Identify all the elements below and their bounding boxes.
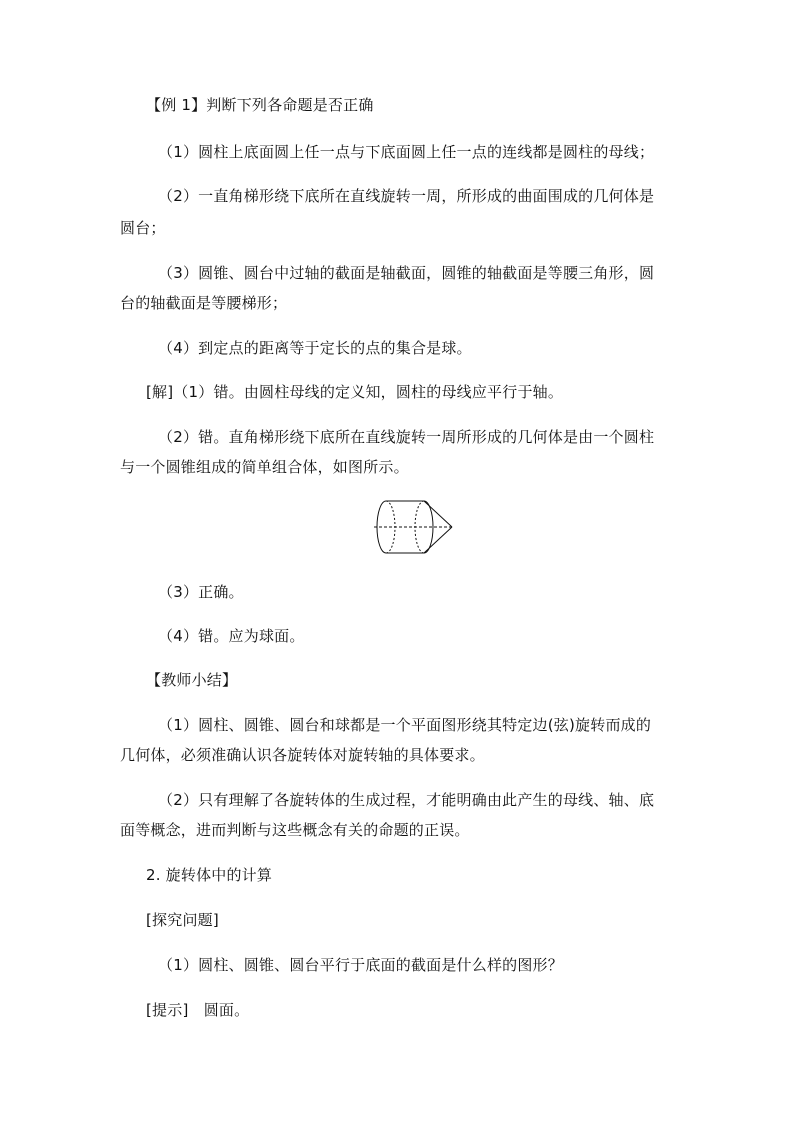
proposition-2-line-1: （2）一直角梯形绕下底所在直线旋转一周，所形成的曲面围成的几何体是 <box>158 187 655 205</box>
proposition-3-line-2: 台的轴截面是等腰梯形； <box>120 294 288 312</box>
proposition-3-line-1: （3）圆锥、圆台中过轴的截面是轴截面，圆锥的轴截面是等腰三角形，圆 <box>158 264 655 282</box>
hint-line: [提示] 圆面。 <box>146 1001 250 1019</box>
solution-line-1: [解]（1）错。由圆柱母线的定义知，圆柱的母线应平行于轴。 <box>146 383 564 401</box>
explore-label: [探究问题] <box>146 911 219 929</box>
solution-line-4: （3）正确。 <box>158 583 244 601</box>
explore-question: （1）圆柱、圆锥、圆台平行于底面的截面是什么样的图形？ <box>158 956 563 974</box>
cylinder-cone-figure <box>372 497 454 557</box>
proposition-2-line-2: 圆台； <box>120 219 166 237</box>
example-heading: 【例 1】判断下列各命题是否正确 <box>146 96 374 114</box>
solution-line-2: （2）错。直角梯形绕下底所在直线旋转一周所形成的几何体是由一个圆柱 <box>158 428 655 446</box>
summary-line-3: （2）只有理解了各旋转体的生成过程，才能明确由此产生的母线、轴、底 <box>158 791 655 809</box>
proposition-1: （1）圆柱上底面圆上任一点与下底面圆上任一点的连线都是圆柱的母线； <box>158 143 655 161</box>
summary-line-2: 几何体，必须准确认识各旋转体对旋转轴的具体要求。 <box>120 746 485 764</box>
summary-line-1: （1）圆柱、圆锥、圆台和球都是一个平面图形绕其特定边(弦)旋转而成的 <box>158 716 652 734</box>
solution-line-3: 与一个圆锥组成的简单组合体，如图所示。 <box>120 458 409 476</box>
solution-line-5: （4）错。应为球面。 <box>158 627 305 645</box>
proposition-4: （4）到定点的距离等于定长的点的集合是球。 <box>158 339 472 357</box>
summary-line-4: 面等概念，进而判断与这些概念有关的命题的正误。 <box>120 821 470 839</box>
summary-heading: 【教师小结】 <box>146 671 238 689</box>
section-2-title: 2. 旋转体中的计算 <box>146 866 273 884</box>
